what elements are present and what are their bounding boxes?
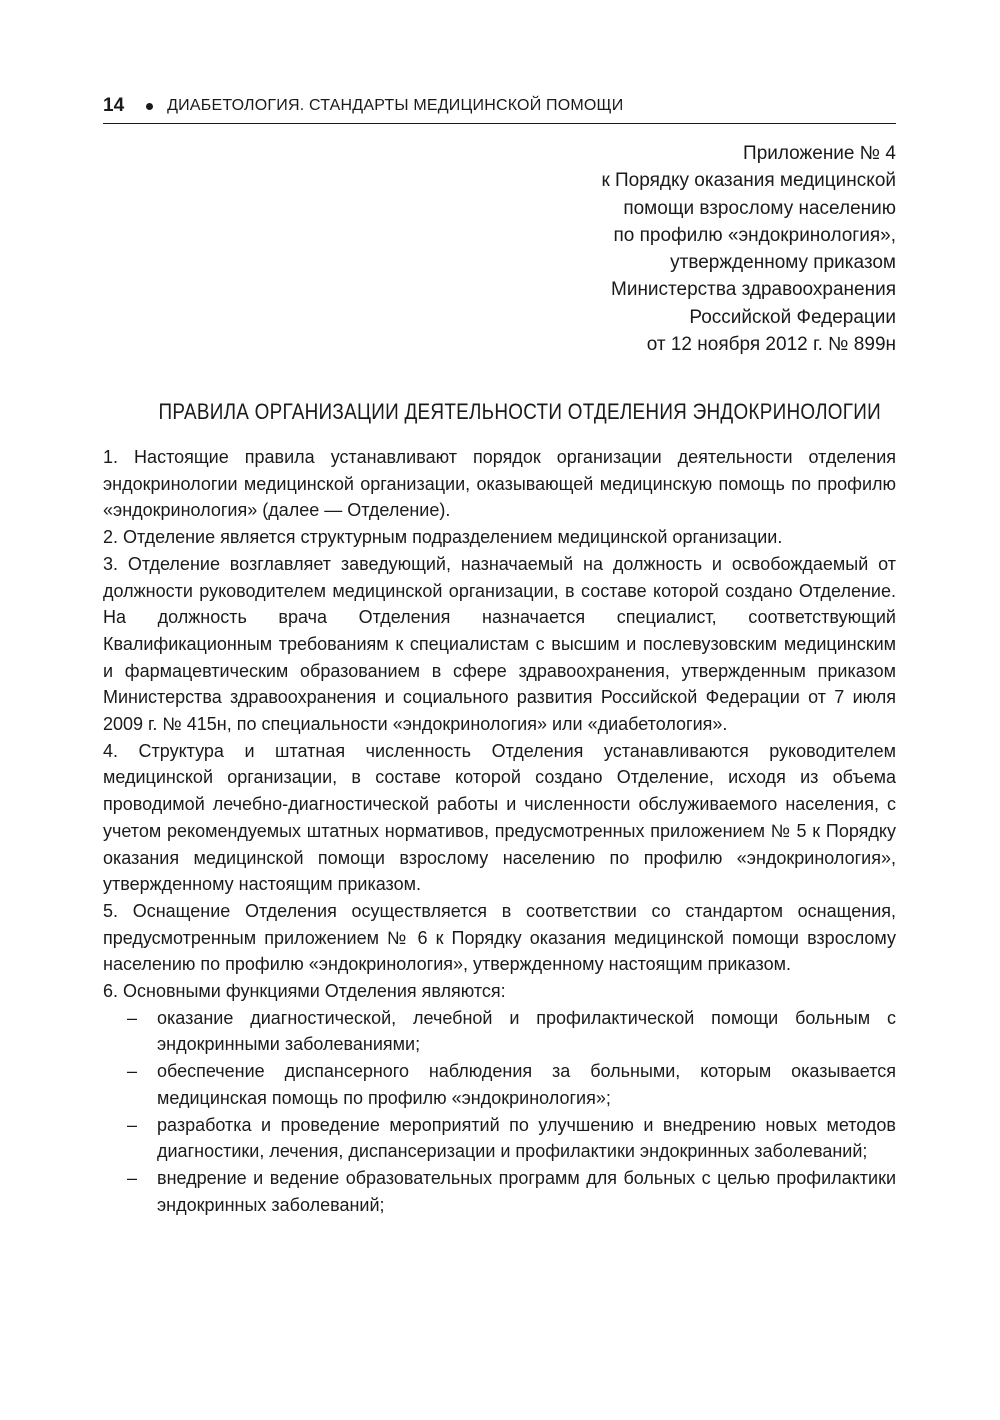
list-item-text: внедрение и ведение образовательных программ для больных с целью профилактики эндокринных заболеваний;	[157, 1167, 896, 1215]
list-item-text: обеспечение диспансерного наблюдения за больными, которым оказывается медицинская помощь по профилю «эндокринология»;	[157, 1061, 896, 1108]
bullet-separator-icon	[146, 103, 153, 110]
dash-marker: –	[127, 1007, 138, 1028]
list-item	[127, 1058, 896, 1111]
document-body	[103, 444, 896, 1218]
paragraph-3: 3. Отделение возглавляет заведующий, назначаемый на должность и освобождаемый от должности руководителем медицинской организации, в составе которой создано Отделение. На должность врача Отделения назначается специалист, соответствующий Квалификационным требованиям к специалистам с высшим и послевузовским медицинским и фармацевтическим образованием в сфере здравоохранения, утвержденным приказом Министерства здравоохранения и социального развития Российской Федерации от 7 июля 2009 г. № 415н, по специальности «эндокринология» или «диабетология».	[103, 553, 896, 735]
paragraph-6: 6. Основными функциями Отделения являются:	[103, 981, 506, 1002]
annex-line: Российской Федерации	[689, 306, 896, 328]
annex-line: помощи взрослому населению	[623, 197, 896, 219]
document-title: ПРАВИЛА ОРГАНИЗАЦИИ ДЕЯТЕЛЬНОСТИ ОТДЕЛЕНИЯ ЭНДОКРИНОЛОГИИ	[158, 399, 882, 424]
annex-line: по профилю «эндокринология»,	[613, 224, 896, 246]
paragraph-2: 2. Отделение является структурным подразделением медицинской организации.	[103, 527, 783, 548]
annex-line: Министерства здравоохранения	[611, 279, 896, 301]
dash-marker: –	[127, 1061, 138, 1082]
paragraph-5: 5. Оснащение Отделения осуществляется в соответствии со стандартом оснащения, предусмотренным приложением № 6 к Порядку оказания медицинской помощи взрослому населению по профилю «эндокринология», утвержденному настоящим приказом.	[103, 900, 896, 975]
dash-marker: –	[127, 1167, 138, 1188]
annex-line: Приложение № 4	[743, 143, 896, 164]
page-header	[103, 93, 896, 124]
list-item-text: разработка и проведение мероприятий по улучшению и внедрению новых методов диагностики, лечения, диспансеризации и профилактики эндокринных заболеваний;	[157, 1114, 896, 1162]
annex-reference	[476, 140, 896, 358]
running-title: ДИАБЕТОЛОГИЯ. СТАНДАРТЫ МЕДИЦИНСКОЙ ПОМОЩИ	[167, 97, 624, 114]
list-item	[127, 1112, 896, 1165]
annex-line: от 12 ноября 2012 г. № 899н	[646, 334, 896, 356]
list-item-text: оказание диагностической, лечебной и профилактической помощи больным с эндокринными заболеваниями;	[157, 1007, 896, 1055]
dash-marker: –	[127, 1114, 138, 1135]
paragraph-1: 1. Настоящие правила устанавливают порядок организации деятельности отделения эндокринологии медицинской организации, оказывающей медицинскую помощь по профилю «эндокринология» (далее — Отделение).	[103, 447, 896, 521]
list-item	[127, 1165, 896, 1218]
paragraph-4: 4. Структура и штатная численность Отделения устанавливаются руководителем медицинской организации, в составе которой создано Отделение, исходя из объема проводимой лечебно-диагностической работы и численности обслуживаемого населения, с учетом рекомендуемых штатных нормативов, предусмотренных приложением № 5 к Порядку оказания медицинской помощи взрослому населению по профилю «эндокринология», утвержденному настоящим приказом.	[103, 740, 896, 895]
annex-line: утвержденному приказом	[670, 252, 896, 274]
page-number: 14	[103, 95, 125, 116]
functions-list	[103, 1005, 896, 1219]
list-item	[127, 1005, 896, 1058]
annex-line: к Порядку оказания медицинской	[601, 170, 896, 192]
